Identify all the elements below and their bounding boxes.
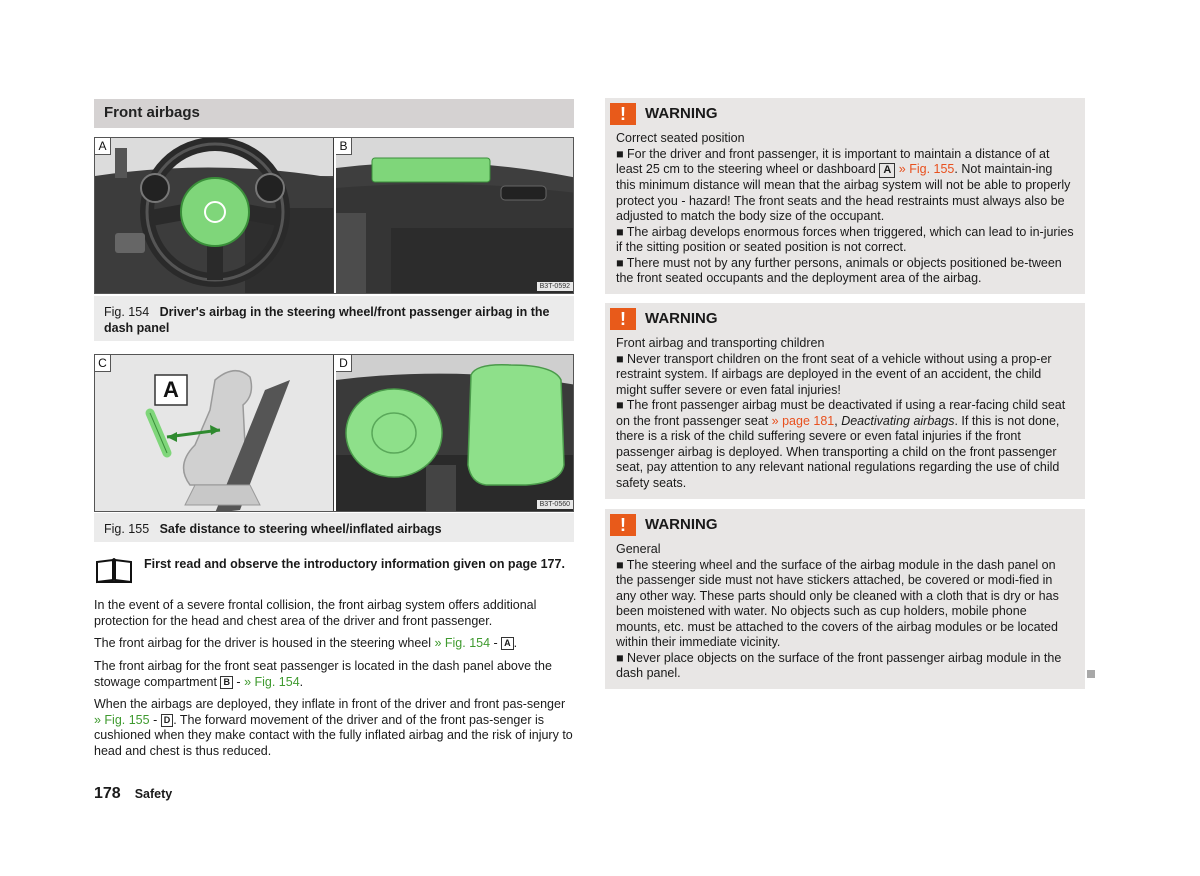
page-181-link[interactable]: » page 181	[771, 413, 835, 428]
exclamation-icon: !	[610, 308, 636, 330]
key-a: A	[879, 163, 895, 178]
key-a: A	[501, 637, 514, 650]
panel-c-seating-distance	[95, 355, 333, 511]
warning-header	[610, 308, 1074, 330]
separator: ,	[834, 413, 842, 428]
figure-caption-text: Driver's airbag in the steering wheel/front passenger airbag in the dash panel	[104, 305, 550, 335]
panel-a-driver-airbag	[95, 138, 333, 293]
punctuation: .	[513, 636, 518, 650]
warning-header	[610, 103, 1074, 125]
punctuation: .	[299, 674, 304, 689]
distance-label-a: A	[163, 377, 179, 402]
paragraph-text: . The forward movement of the driver and of the front pas-senger is cushioned when they make contact with the fully inflated airbag and the risk of injury to head and chest is thus reduced.	[94, 712, 573, 758]
figure-154-caption	[94, 296, 574, 341]
warning-bullet: ■ Never place objects on the surface of the front passenger airbag module in the dash panel.	[616, 650, 1062, 680]
warning-transporting-children	[605, 303, 1085, 499]
warning-bullet	[616, 398, 1074, 491]
panel-b-passenger-airbag	[334, 138, 574, 293]
bullet-text: . If this is not done, there is a risk of the child suffering severe or even fatal injuries if the front passenger airbag is deployed. When transporting a child on the front passenger seat, pay attention to any relevant national regulations regarding the use of child safety seats.	[616, 413, 1060, 490]
bullet-text: ■ The front passenger airbag must be deactivated if using a rear-facing child seat on the front passenger seat	[616, 398, 1066, 428]
warning-bullet	[616, 147, 1074, 225]
warning-title: WARNING	[645, 310, 718, 328]
warning-seated-position	[605, 98, 1085, 294]
warning-bullet: ■ The airbag develops enormous forces when triggered, which can lead to in-juries if the sitting position or seated position is not correct.	[616, 224, 1074, 254]
key-d: D	[161, 714, 174, 727]
cross-reference-title: Deactivating airbags	[841, 413, 955, 428]
warning-bullet: ■ There must not by any further persons, animals or objects positioned be-tween the front seated occupants and the deployment area of the airbag.	[616, 255, 1062, 285]
warning-subtitle: Front airbag and transporting children	[616, 336, 825, 350]
fig-154-link[interactable]: » Fig. 154	[244, 674, 300, 689]
separator: -	[149, 712, 161, 727]
intro-text: First read and observe the introductory information given on page 177.	[144, 557, 565, 571]
intro-note	[94, 556, 574, 590]
bullet-text: . Not maintain-ing this minimum distance will mean that the airbag system will not be able to properly protect you - hazard! The front seats and the head restraints must always also be adjusted to match the body size of the occupant.	[616, 162, 1071, 223]
section-title: Front airbags	[94, 99, 574, 128]
paragraph-3	[94, 659, 574, 690]
inflated-airbags-illustration	[336, 355, 574, 511]
paragraph-2	[94, 636, 574, 652]
warning-title: WARNING	[645, 516, 718, 534]
panel-label-a: A	[95, 138, 111, 155]
key-b: B	[220, 676, 233, 689]
fig-155-link[interactable]: » Fig. 155	[895, 162, 955, 176]
exclamation-icon: !	[610, 514, 636, 536]
figure-155	[94, 354, 574, 512]
figure-155-caption	[94, 513, 574, 542]
figure-caption-text: Safe distance to steering wheel/inflated airbags	[159, 522, 442, 536]
footer-section: Safety	[134, 787, 173, 801]
seated-driver-illustration	[95, 355, 333, 511]
warning-subtitle: General	[616, 542, 661, 556]
figure-number: Fig. 155	[104, 522, 150, 536]
panel-d-inflated-airbags	[334, 355, 574, 511]
paragraph-4	[94, 697, 574, 759]
separator: -	[490, 636, 502, 650]
exclamation-icon: !	[610, 103, 636, 125]
section-end-marker	[1087, 670, 1095, 678]
panel-label-b: B	[336, 138, 352, 155]
warning-general	[605, 509, 1085, 689]
page-number: 178	[94, 785, 121, 802]
dashboard-illustration	[336, 138, 574, 293]
panel-label-d: D	[336, 355, 352, 372]
page-footer	[94, 785, 172, 803]
paragraph-text: The front airbag for the driver is housed in the steering wheel	[94, 636, 435, 650]
figure-code: B3T-0592	[537, 282, 573, 291]
separator: -	[232, 674, 245, 689]
fig-154-link[interactable]: » Fig. 154	[434, 636, 491, 650]
book-icon	[94, 556, 134, 584]
paragraph-text: When the airbags are deployed, they inflate in front of the driver and front pas-senger	[94, 697, 566, 711]
figure-code: B3T-0560	[537, 500, 573, 509]
warning-bullet: ■ Never transport children on the front seat of a vehicle without using a prop-er restraint system. If airbags are deployed in the event of an accident, the child might suffer severe or even fatal injuries!	[616, 351, 1052, 397]
warning-header	[610, 514, 1074, 536]
panel-label-c: C	[95, 355, 111, 372]
warning-bullet: ■ The steering wheel and the surface of the airbag module in the dash panel on the passenger side must not have stickers attached, be covered or modi-fied in any other way. These parts should only be cleaned with a cloth that is dry or has been moistened with water. No objects such as cup holders, mobile phone mounts, etc. must be attached to the covers of the airbag modules or be located within their immediate vicinity.	[616, 557, 1059, 649]
bullet-text: ■ For the driver and front passenger, it is important to maintain a distance of at least 25 cm to the steering wheel or dashboard	[616, 146, 1050, 176]
figure-154	[94, 137, 574, 294]
fig-155-link[interactable]: » Fig. 155	[94, 712, 150, 727]
paragraph-text: The front airbag for the front seat passenger is located in the dash panel above the stowage compartment	[94, 659, 552, 689]
steering-wheel-illustration	[95, 138, 333, 293]
figure-number: Fig. 154	[104, 305, 150, 319]
warning-subtitle: Correct seated position	[616, 131, 745, 145]
warning-title: WARNING	[645, 105, 718, 123]
paragraph-1: In the event of a severe frontal collision, the front airbag system offers additional protection for the head and chest area of the driver and front passenger.	[94, 598, 537, 628]
